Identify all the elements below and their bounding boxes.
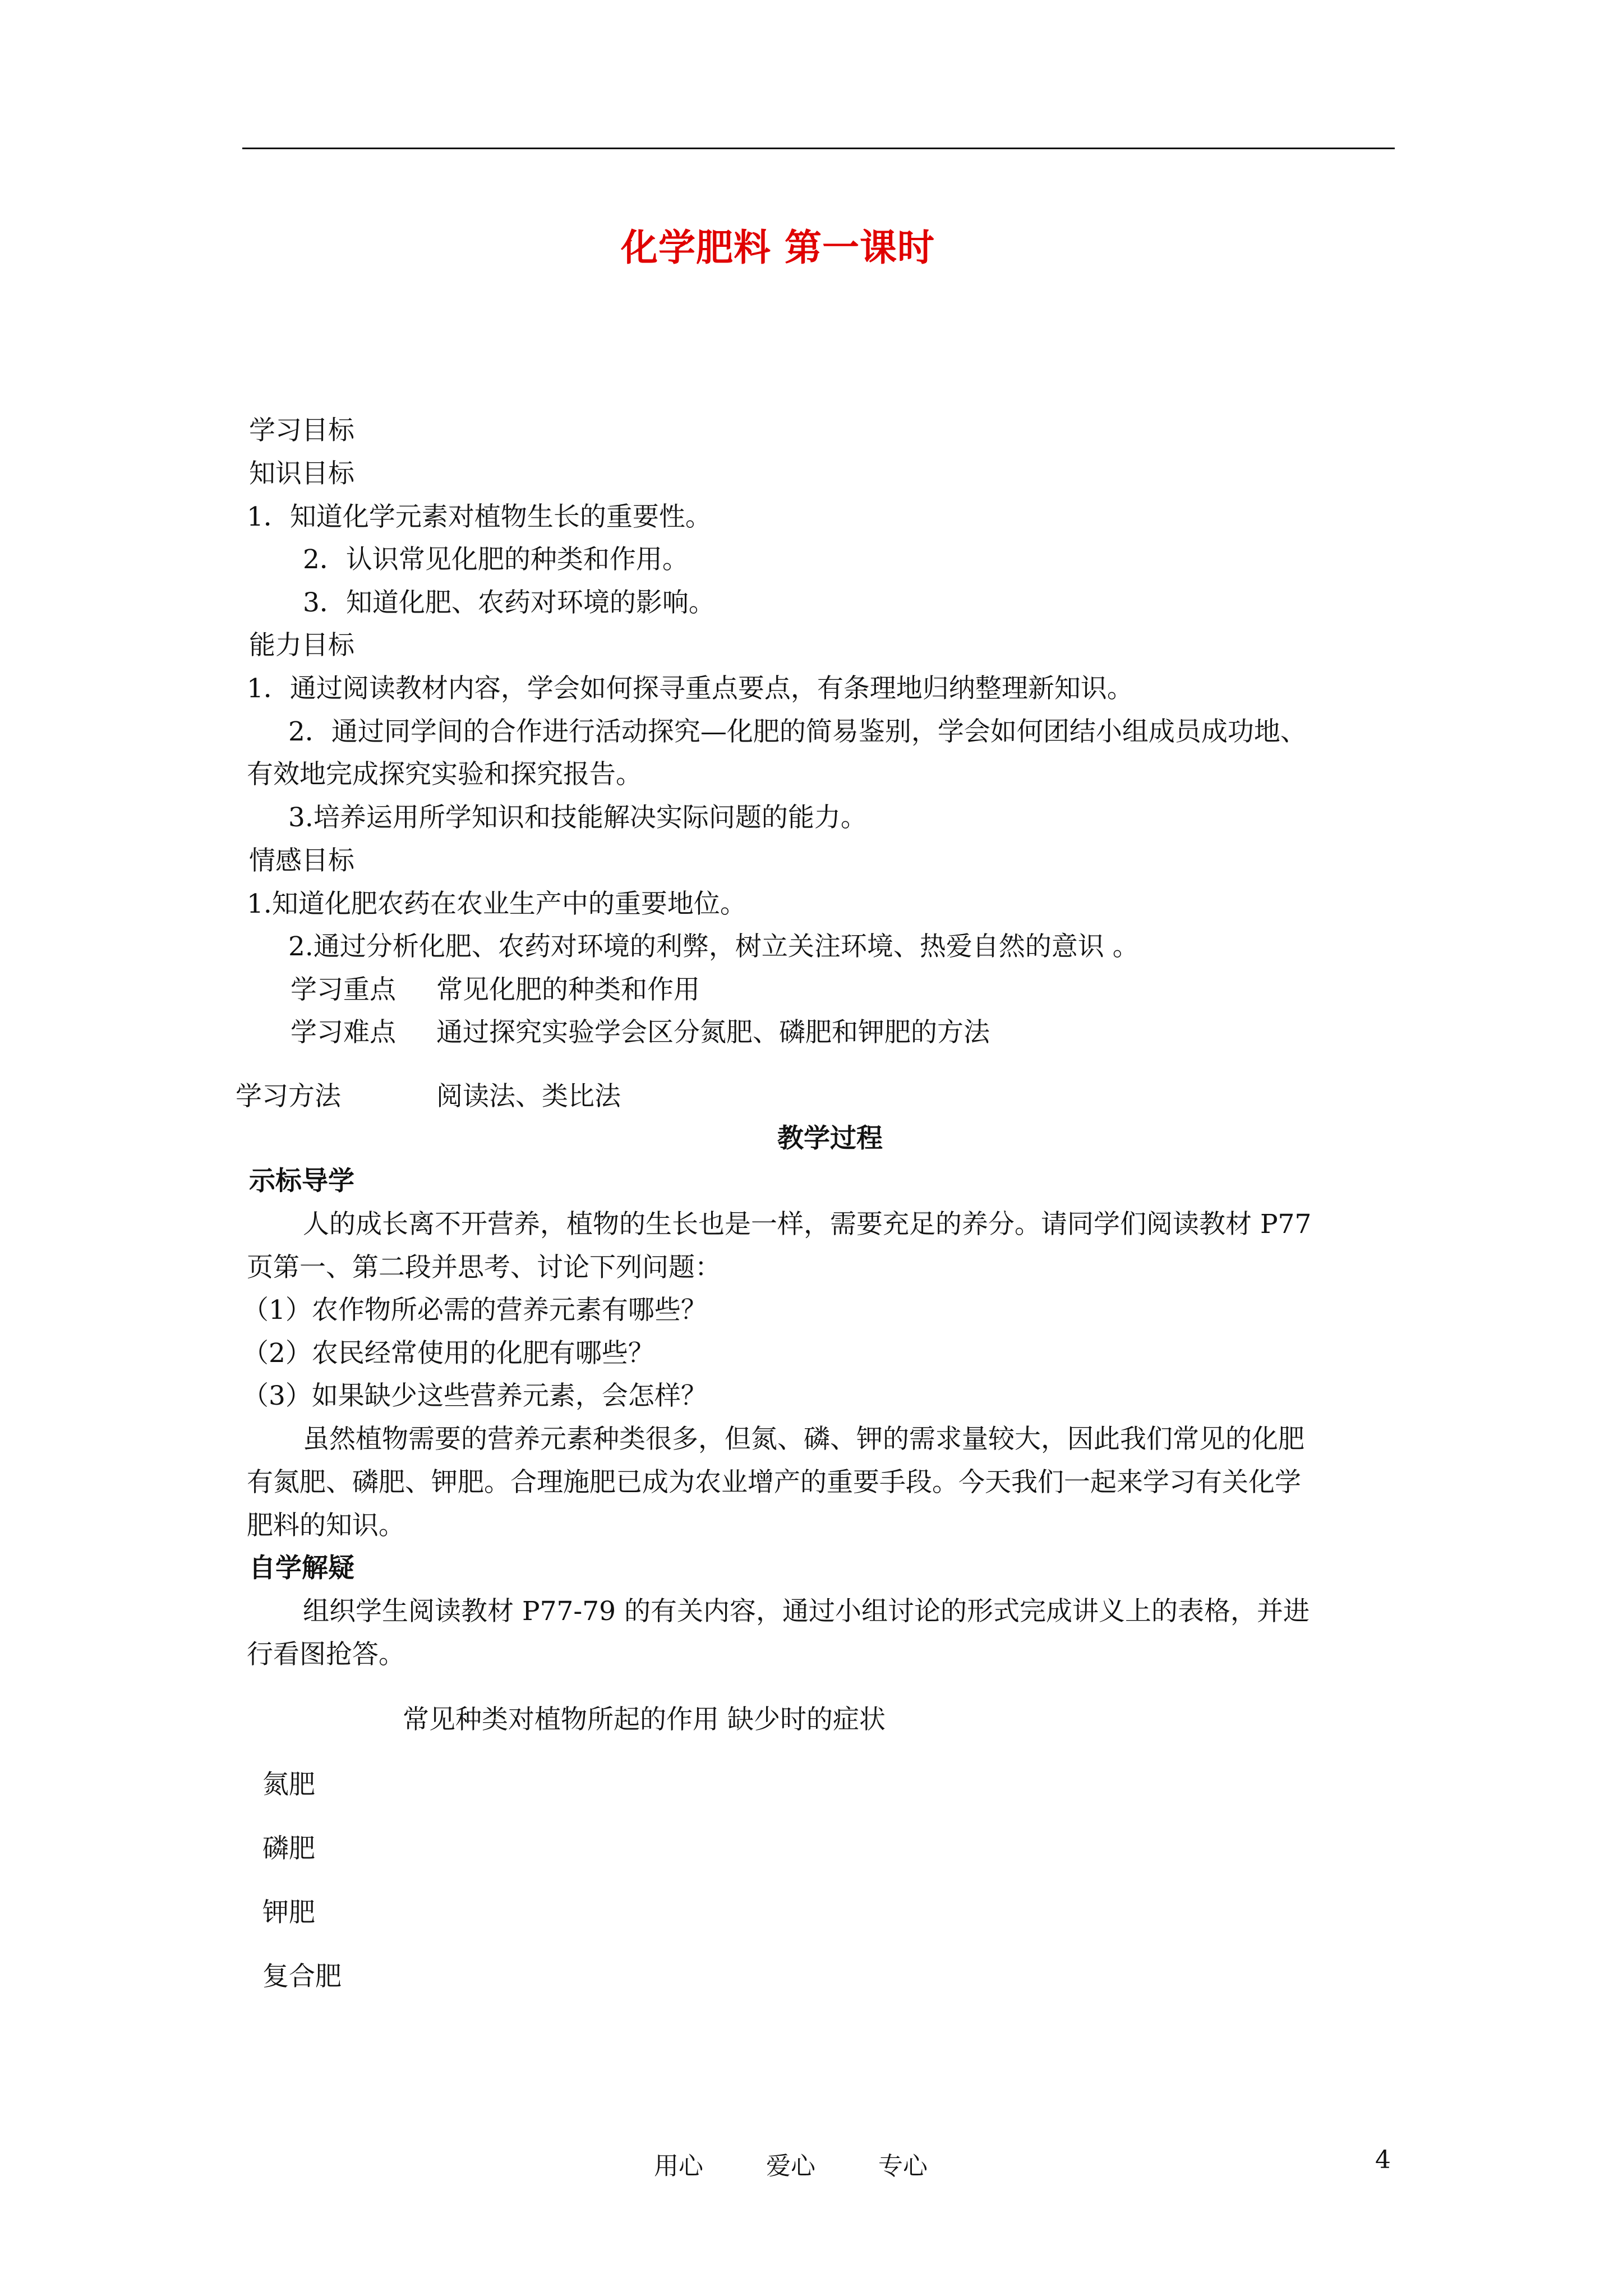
table-row-potassium: 钾肥 bbox=[262, 1897, 315, 1928]
section2-heading: 自学解疑 bbox=[249, 1553, 354, 1584]
footer-motto-1: 用心 bbox=[654, 2152, 703, 2180]
section1-para1-line1: 人的成长离不开营养，植物的生长也是一样，需要充足的养分。请同学们阅读教材 P77 bbox=[303, 1209, 1312, 1240]
knowledge-item-2: 2．认识常见化肥的种类和作用。 bbox=[303, 544, 689, 575]
section2-para-line2: 行看图抢答。 bbox=[247, 1639, 405, 1670]
knowledge-item-1: 1．知道化学元素对植物生长的重要性。 bbox=[247, 501, 712, 532]
emotion-heading: 情感目标 bbox=[249, 845, 354, 876]
ability-item-2-line-1: 2．通过同学间的合作进行活动探究—化肥的简易鉴别，学会如何团结小组成员成功地、 bbox=[288, 716, 1307, 747]
table-row-phosphorus: 磷肥 bbox=[262, 1833, 315, 1864]
footer-motto-2: 爱心 bbox=[766, 2152, 815, 2180]
footer-motto-3: 专心 bbox=[878, 2152, 928, 2180]
process-heading: 教学过程 bbox=[777, 1123, 883, 1154]
method-text: 阅读法、类比法 bbox=[436, 1081, 621, 1112]
section1-para1-line2: 页第一、第二段并思考、讨论下列问题： bbox=[247, 1252, 721, 1283]
header-rule bbox=[242, 148, 1395, 149]
page-title: 化学肥料 第一课时 bbox=[621, 226, 935, 269]
question-3: （3）如果缺少这些营养元素，会怎样？ bbox=[242, 1381, 707, 1411]
section2-para-line1: 组织学生阅读教材 P77-79 的有关内容，通过小组讨论的形式完成讲义上的表格，并进 bbox=[303, 1596, 1310, 1627]
section1-para2-line1: 虽然植物需要的营养元素种类很多，但氮、磷、钾的需求量较大，因此我们常见的化肥 bbox=[303, 1424, 1304, 1455]
difficulty-label: 学习难点 bbox=[291, 1017, 396, 1048]
table-header: 常见种类对植物所起的作用 缺少时的症状 bbox=[403, 1704, 886, 1735]
question-2: （2）农民经常使用的化肥有哪些？ bbox=[242, 1338, 654, 1369]
section1-para2-line3: 肥料的知识。 bbox=[247, 1510, 405, 1541]
section1-para2-line2: 有氮肥、磷肥、钾肥。合理施肥已成为农业增产的重要手段。今天我们一起来学习有关化学 bbox=[247, 1467, 1301, 1498]
difficulty-text: 通过探究实验学会区分氮肥、磷肥和钾肥的方法 bbox=[436, 1017, 990, 1048]
emotion-item-1: 1.知道化肥农药在农业生产中的重要地位。 bbox=[247, 889, 746, 919]
ability-item-3: 3.培养运用所学知识和技能解决实际问题的能力。 bbox=[288, 802, 867, 833]
ability-heading: 能力目标 bbox=[249, 630, 354, 661]
key-point-label: 学习重点 bbox=[291, 974, 396, 1005]
method-label: 学习方法 bbox=[236, 1081, 341, 1112]
objectives-heading: 学习目标 bbox=[249, 415, 354, 446]
emotion-item-2: 2.通过分析化肥、农药对环境的利弊，树立关注环境、热爱自然的意识 。 bbox=[288, 931, 1139, 962]
table-row-compound: 复合肥 bbox=[262, 1961, 342, 1992]
ability-item-1: 1．通过阅读教材内容，学会如何探寻重点要点，有条理地归纳整理新知识。 bbox=[247, 673, 1133, 704]
knowledge-heading: 知识目标 bbox=[249, 458, 354, 489]
key-point-text: 常见化肥的种类和作用 bbox=[436, 974, 700, 1005]
table-row-nitrogen: 氮肥 bbox=[262, 1769, 315, 1800]
page-number: 4 bbox=[1375, 2146, 1391, 2174]
ability-item-2-line-2: 有效地完成探究实验和探究报告。 bbox=[247, 759, 642, 790]
section1-heading: 示标导学 bbox=[249, 1166, 354, 1197]
question-1: （1）农作物所必需的营养元素有哪些？ bbox=[242, 1295, 707, 1326]
knowledge-item-3: 3．知道化肥、农药对环境的影响。 bbox=[303, 587, 715, 618]
